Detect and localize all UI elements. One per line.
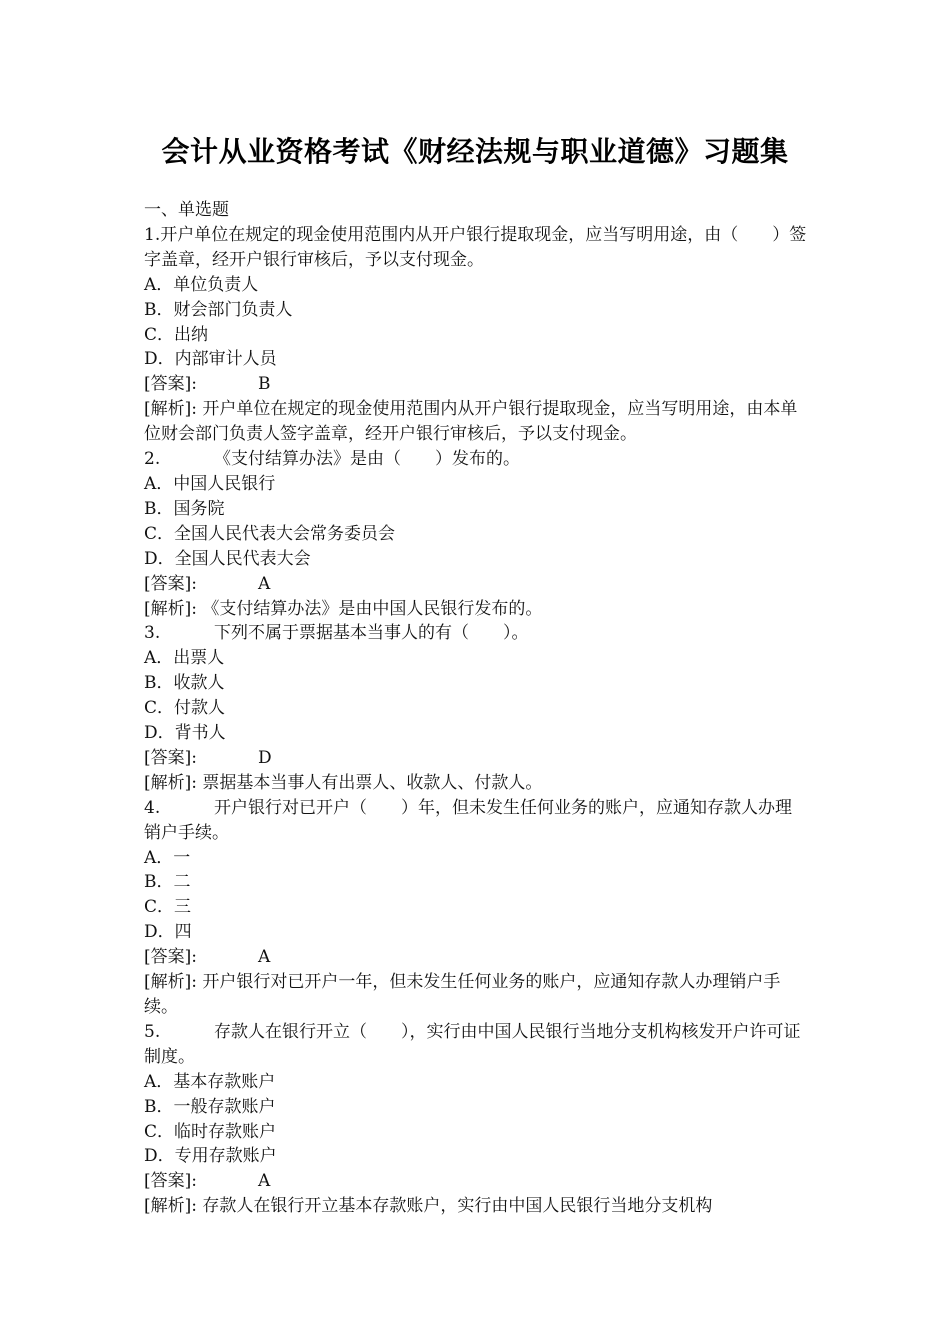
question-text: 开户单位在规定的现金使用范围内从开户银行提取现金，应当写明用途，由（ ）签字盖章，经开户银行审核后，予以支付现金。 bbox=[144, 224, 807, 270]
question-text: 下列不属于票据基本当事人的有（ ）。 bbox=[214, 623, 529, 644]
option-d: D．四 bbox=[144, 922, 192, 943]
analysis-line bbox=[144, 597, 808, 622]
option-a: A．一 bbox=[144, 847, 191, 868]
analysis-line bbox=[144, 771, 808, 796]
option-c: C．全国人民代表大会常务委员会 bbox=[144, 523, 396, 544]
question-stem bbox=[144, 621, 808, 646]
option-a: A．中国人民银行 bbox=[144, 473, 276, 494]
option-a: A．单位负责人 bbox=[144, 274, 259, 295]
answer-line bbox=[144, 746, 808, 771]
option-b: B．一般存款账户 bbox=[144, 1096, 276, 1117]
option-d: D．背书人 bbox=[144, 723, 226, 744]
option-a: A．出票人 bbox=[144, 648, 225, 669]
question-stem bbox=[144, 447, 808, 472]
analysis-text: 《支付结算办法》是由中国人民银行发布的。 bbox=[202, 598, 543, 619]
question-stem bbox=[144, 1020, 808, 1070]
question-number: 4. bbox=[144, 797, 161, 818]
analysis-tag: [解析]: bbox=[144, 598, 197, 619]
option-b: B．二 bbox=[144, 872, 191, 893]
question-4 bbox=[144, 796, 808, 1020]
analysis-line bbox=[144, 1194, 808, 1219]
option-c: C．出纳 bbox=[144, 324, 209, 345]
analysis-text: 存款人在银行开立基本存款账户，实行由中国人民银行当地分支机构 bbox=[202, 1196, 713, 1217]
answer-tag: [答案]: bbox=[144, 747, 197, 768]
question-stem bbox=[144, 796, 808, 846]
answer-line bbox=[144, 372, 808, 397]
question-stem bbox=[144, 223, 808, 273]
question-number: 3. bbox=[144, 623, 161, 644]
analysis-tag: [解析]: bbox=[144, 399, 197, 420]
answer-tag: [答案]: bbox=[144, 573, 197, 594]
analysis-tag: [解析]: bbox=[144, 972, 197, 993]
option-d: D．全国人民代表大会 bbox=[144, 548, 311, 569]
analysis-tag: [解析]: bbox=[144, 772, 197, 793]
analysis-line bbox=[144, 397, 808, 447]
answer-tag: [答案]: bbox=[144, 947, 197, 968]
answer-value: A bbox=[258, 1171, 271, 1192]
analysis-text: 票据基本当事人有出票人、收款人、付款人。 bbox=[202, 772, 543, 793]
answer-line bbox=[144, 945, 808, 970]
option-c: C．临时存款账户 bbox=[144, 1121, 277, 1142]
answer-tag: [答案]: bbox=[144, 374, 197, 395]
answer-line bbox=[144, 1169, 808, 1194]
option-b: B．财会部门负责人 bbox=[144, 299, 293, 320]
section-heading: 一、单选题 bbox=[144, 200, 229, 220]
option-d: D．专用存款账户 bbox=[144, 1146, 277, 1167]
question-number: 1. bbox=[144, 224, 161, 245]
answer-value: D bbox=[258, 747, 272, 768]
analysis-text: 开户银行对已开户一年，但未发生任何业务的账户，应通知存款人办理销户手续。 bbox=[144, 972, 781, 1017]
question-text: 《支付结算办法》是由（ ）发布的。 bbox=[214, 449, 520, 470]
option-b: B．国务院 bbox=[144, 498, 225, 519]
document-body bbox=[144, 198, 808, 1219]
option-d: D．内部审计人员 bbox=[144, 349, 277, 370]
question-text: 开户银行对已开户（ ）年，但未发生任何业务的账户，应通知存款人办理销户手续。 bbox=[144, 797, 792, 843]
question-text: 存款人在银行开立（ ），实行由中国人民银行当地分支机构核发开户许可证制度。 bbox=[144, 1021, 801, 1067]
question-number: 2. bbox=[144, 449, 161, 470]
option-c: C．三 bbox=[144, 897, 192, 918]
question-number: 5. bbox=[144, 1021, 161, 1042]
question-3 bbox=[144, 621, 808, 795]
question-1 bbox=[144, 223, 808, 447]
answer-tag: [答案]: bbox=[144, 1171, 197, 1192]
answer-line bbox=[144, 572, 808, 597]
option-b: B．收款人 bbox=[144, 673, 225, 694]
answer-value: A bbox=[258, 947, 271, 968]
document-title: 会计从业资格考试《财经法规与职业道德》习题集 bbox=[161, 135, 789, 168]
question-5 bbox=[144, 1020, 808, 1219]
analysis-text: 开户单位在规定的现金使用范围内从开户银行提取现金，应当写明用途，由本单位财会部门负责人签字盖章，经开户银行审核后，予以支付现金。 bbox=[144, 399, 798, 445]
analysis-tag: [解析]: bbox=[144, 1196, 197, 1217]
question-2 bbox=[144, 447, 808, 621]
answer-value: B bbox=[258, 374, 271, 395]
option-c: C．付款人 bbox=[144, 698, 226, 719]
option-a: A．基本存款账户 bbox=[144, 1071, 276, 1092]
analysis-line bbox=[144, 970, 808, 1020]
answer-value: A bbox=[258, 573, 271, 594]
